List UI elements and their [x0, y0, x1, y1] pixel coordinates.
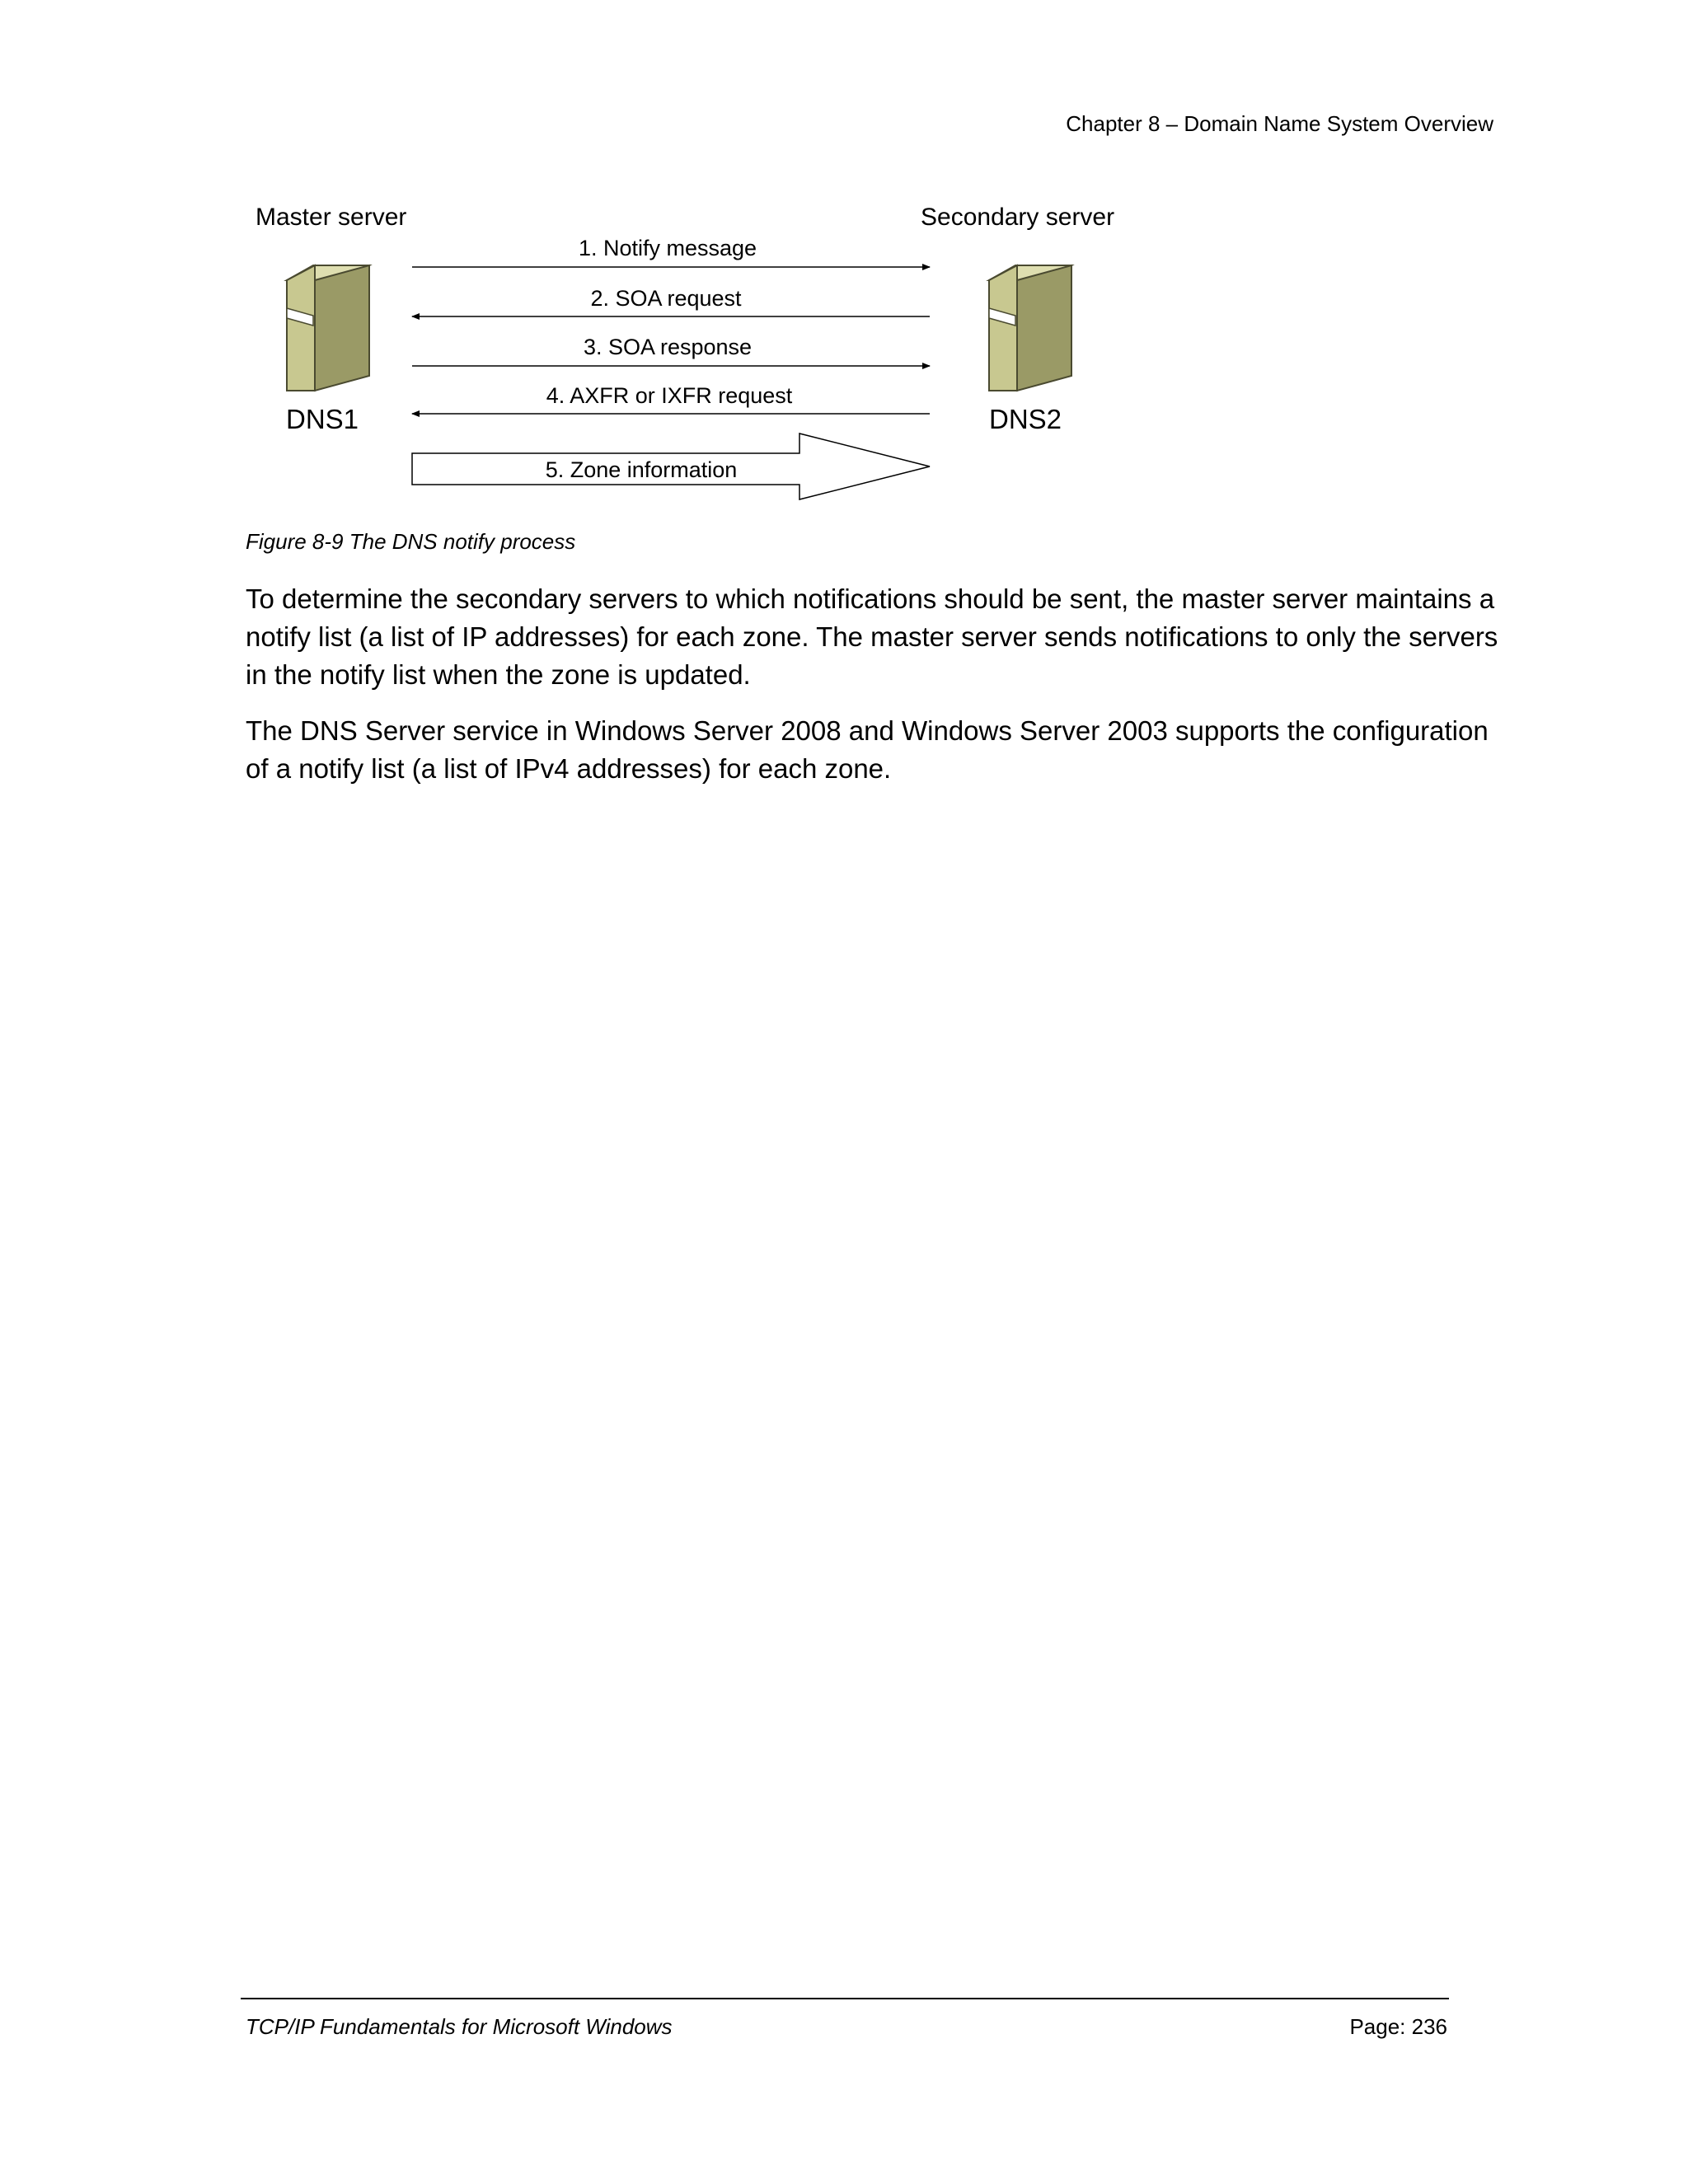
- secondary-server-icon: [989, 265, 1071, 391]
- master-server-label: Master server: [256, 204, 407, 231]
- body-paragraph-2: The DNS Server service in Windows Server 2008 and Windows Server 2003 supports the configuration of a notify list (a list of IPv4 addresses) for each zone.: [246, 715, 1489, 784]
- label-soa-request: 2. SOA request: [590, 286, 742, 311]
- footer-page-number: Page: 236: [1349, 2014, 1447, 2039]
- figure-caption: Figure 8-9 The DNS notify process: [246, 529, 576, 554]
- running-header: Chapter 8 – Domain Name System Overview: [1066, 111, 1493, 136]
- dns-notify-figure: [239, 198, 1146, 511]
- secondary-server-label: Secondary server: [921, 204, 1115, 231]
- label-soa-response: 3. SOA response: [583, 335, 753, 359]
- label-zone-information: 5. Zone information: [545, 457, 738, 482]
- master-server-name: DNS1: [286, 404, 359, 434]
- footer-book-title: TCP/IP Fundamentals for Microsoft Windows: [246, 2014, 673, 2039]
- footer-divider: [241, 1998, 1449, 1999]
- secondary-server-name: DNS2: [989, 404, 1062, 434]
- label-zone-transfer-request: 4. AXFR or IXFR request: [546, 383, 793, 408]
- dns-notify-diagram: [239, 198, 1146, 511]
- body-paragraph-1: To determine the secondary servers to which notifications should be sent, the master server maintains a notify list (a list of IP addresses) for each zone. The master server sends notifications to only the servers in the notify list when the zone is updated.: [246, 583, 1498, 690]
- master-server-icon: [287, 265, 369, 391]
- label-notify-message: 1. Notify message: [578, 236, 757, 260]
